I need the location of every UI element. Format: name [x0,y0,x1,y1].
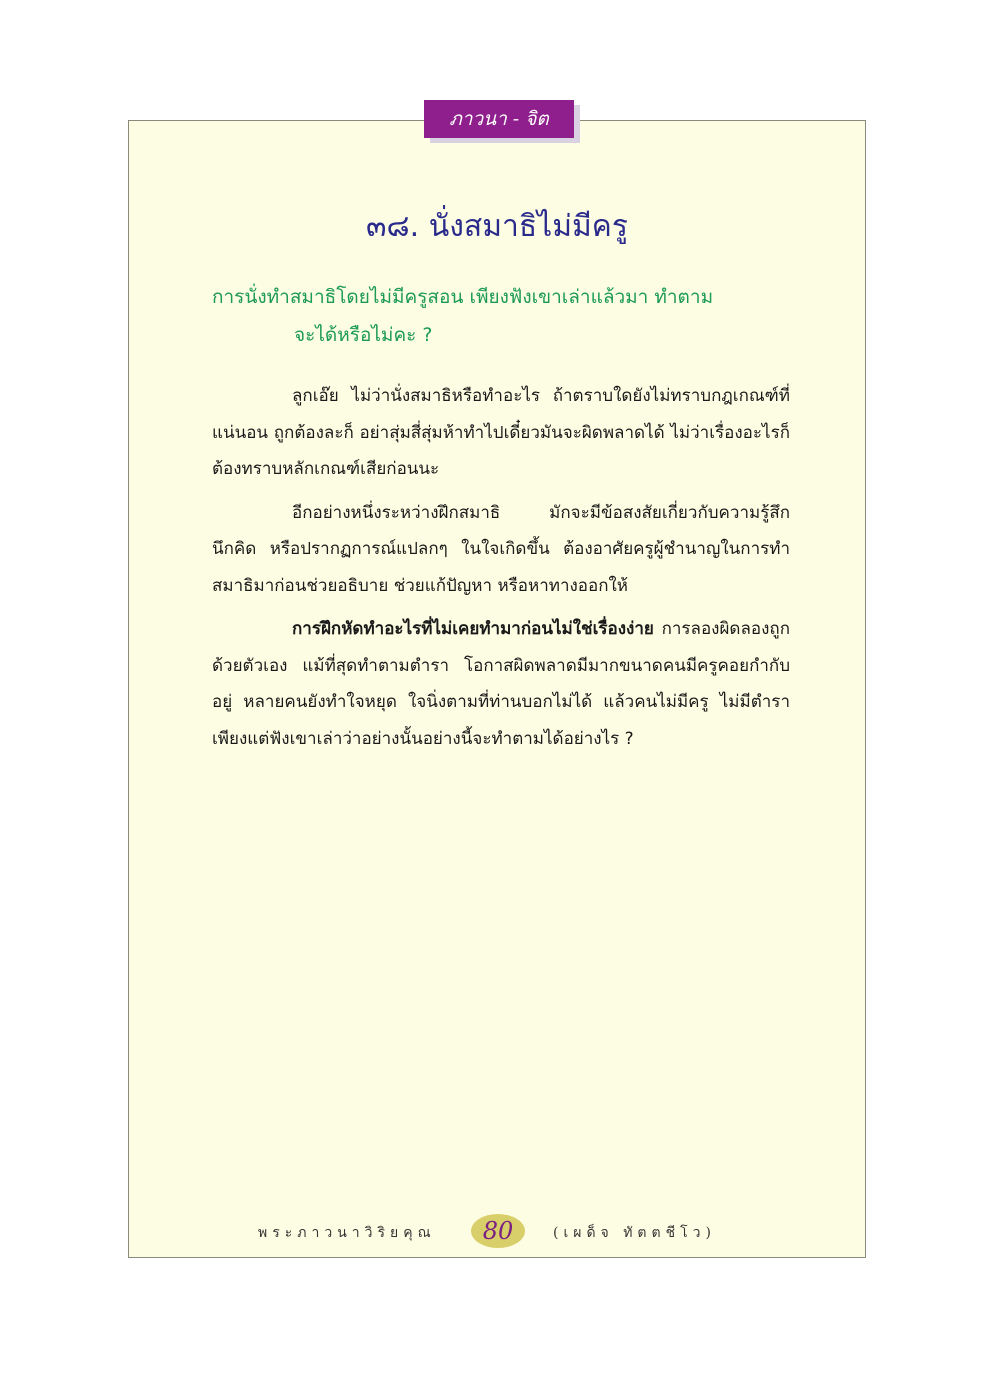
paragraph-3-bold-lead: การฝึกหัดทำอะไรที่ไม่เคยทำมาก่อนไม่ใช่เรื่องง่าย [292,619,654,639]
footer-book-title: พระภาวนาวิริยคุณ [258,1225,436,1241]
paragraph-3 [212,611,790,757]
paragraph-3-rest: การลองผิดลองถูกด้วยตัวเอง แม้ที่สุดทำตามตำรา โอกาสผิดพลาดมีมากขนาดคนมีครูคอยกำกับอยู่ หลายคนยังทำใจหยุด ใจนิ่งตามที่ท่านบอกไม่ได้ แล้วคนไม่มีครู ไม่มีตำรา เพียงแต่ฟังเขาเล่าว่าอย่างนั้นอย่างนี้จะทำตามได้อย่างไร ? [212,619,790,749]
paragraph-1: ลูกเอ๊ย ไม่ว่านั่งสมาธิหรือทำอะไร ถ้าตราบใดยังไม่ทราบกฎเกณฑ์ที่แน่นอน ถูกต้องละก็ อย่าสุ่มสี่สุ่มห้าทำไปเดี๋ยวมันจะผิดพลาดได้ ไม่ว่าเรื่องอะไรก็ต้องทราบหลักเกณฑ์เสียก่อนนะ [212,386,790,479]
section-tab: ภาวนา - จิต [424,100,574,138]
question [212,278,802,354]
answer-body [212,378,790,764]
page-number-badge: 80 [471,1214,525,1248]
chapter-title: ๓๘. นั่งสมาธิไม่มีครู [366,209,628,244]
paragraph-2: อีกอย่างหนึ่งระหว่างฝึกสมาธิ มักจะมีข้อสงสัยเกี่ยวกับความรู้สึกนึกคิด หรือปรากฏการณ์แปลกๆ ในใจเกิดขึ้น ต้องอาศัยครูผู้ชำนาญในการทำสมาธิมาก่อนช่วยอธิบาย ช่วยแก้ปัญหา หรือหาทางออกให้ [212,502,790,596]
question-line-2: จะได้หรือไม่คะ ? [294,324,433,346]
page-footer [128,1212,866,1252]
footer-author: (เผด็จ ทัตตชีโว) [553,1225,716,1241]
question-line-1: การนั่งทำสมาธิโดยไม่มีครูสอน เพียงฟังเขาเล่าแล้วมา ทำตาม [212,286,714,308]
